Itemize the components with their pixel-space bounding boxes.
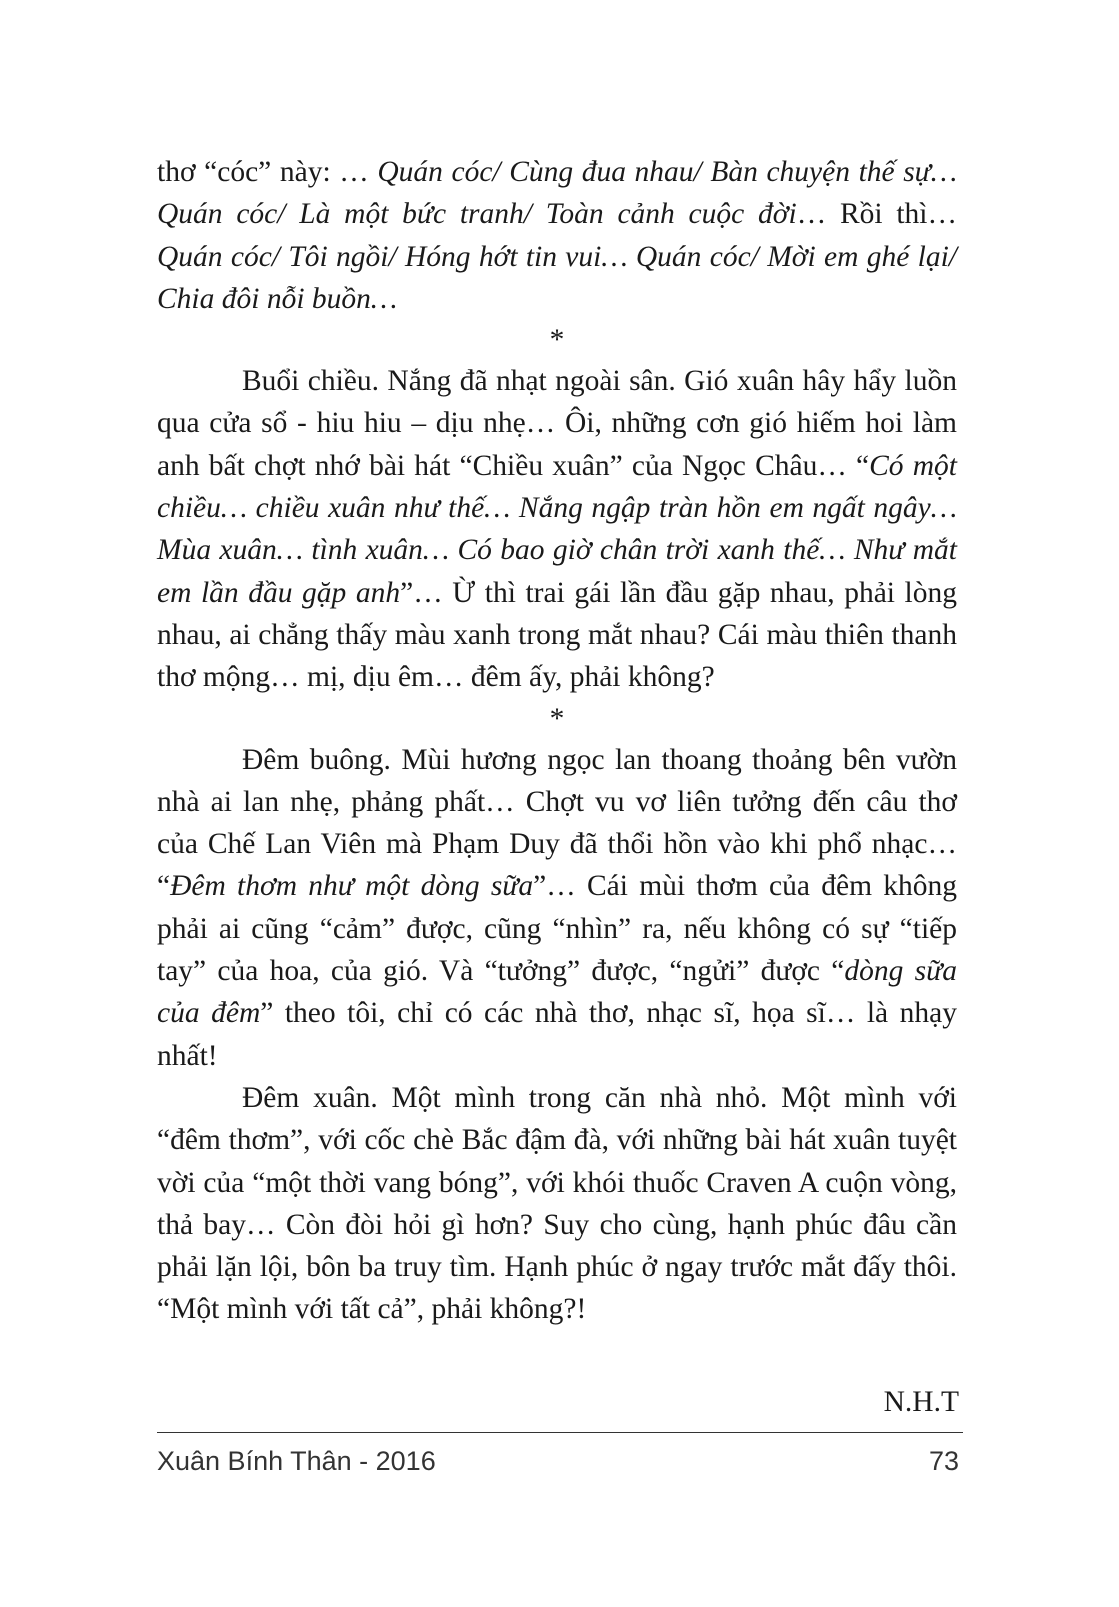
section-separator: * bbox=[549, 702, 565, 735]
article-body bbox=[157, 151, 957, 1331]
italic-quote-text: Có một chiều… chiều xuân như thế… Nắng ngập tràn hồn em ngất ngây… Mùa xuân… tình xuân… Có bao giờ chân trời xanh thế… Như mắt em lần đầu gặp anh bbox=[157, 449, 957, 609]
footer-publication-title: Xuân Bính Thân - 2016 bbox=[157, 1446, 436, 1476]
text-run: Đêm buông. Mùi hương ngọc lan thoang thoảng bên vườn nhà ai lan nhẹ, phảng phất… Chợt vu vơ liên tưởng đến câu thơ của Chế Lan Viên mà Phạm Duy đã thổi hồn vào khi phổ nhạc… “ bbox=[157, 743, 957, 903]
italic-quote-text: Quán cóc/ Tôi ngồi/ Hóng hớt tin vui… Quán cóc/ Mời em ghé lại/ Chia đôi nỗi buồn… bbox=[157, 240, 957, 315]
footer-divider bbox=[157, 1432, 963, 1433]
italic-quote-text: Đêm thơm như một dòng sữa bbox=[170, 870, 534, 903]
text-run: ”… Cái mùi thơm của đêm không phải ai cũng “cảm” được, cũng “nhìn” ra, nếu không có sự “tiếp tay” của hoa, của gió. Và “tưởng” được, “ngửi” được “ bbox=[157, 870, 958, 988]
text-run: Buổi chiều. Nắng đã nhạt ngoài sân. Gió xuân hây hẩy luồn qua cửa sổ - hiu hiu – dịu nhẹ… Ôi, những cơn gió hiếm hoi làm anh bất chợt nhớ bài hát “Chiều xuân” của Ngọc Châu… “ bbox=[157, 365, 957, 482]
author-signature: N.H.T bbox=[883, 1386, 959, 1418]
paragraph-continuation bbox=[157, 151, 957, 320]
text-run: Đêm xuân. Một mình trong căn nhà nhỏ. Một mình với “đêm thơm”, với cốc chè Bắc đậm đà, với những bài hát xuân tuyệt vời của “một thời vang bóng”, với khói thuốc Craven A cuộn vòng, thả bay… Còn đòi hỏi gì hơn? Suy cho cùng, hạnh phúc đâu cần phải lặn lội, bôn ba truy tìm. Hạnh phúc ở ngay trước mắt đấy thôi. “Một mình với tất cả”, phải không?! bbox=[157, 1081, 957, 1326]
paragraph-night bbox=[157, 739, 957, 1077]
paragraph-spring-night bbox=[157, 1077, 957, 1331]
section-separator: * bbox=[549, 324, 565, 357]
paragraph-afternoon bbox=[157, 360, 957, 698]
italic-quote-text: dòng sữa của đêm bbox=[157, 955, 957, 1030]
text-run: thơ “cóc” này: … bbox=[157, 156, 378, 188]
text-run: ”… Ừ thì trai gái lần đầu gặp nhau, phải lòng nhau, ai chẳng thấy màu xanh trong mắt nhau? Cái màu thiên thanh thơ mộng… mị, dịu êm… đêm ấy, phải không? bbox=[157, 576, 958, 694]
footer-page-number: 73 bbox=[928, 1446, 959, 1476]
text-run: ” theo tôi, chỉ có các nhà thơ, nhạc sĩ, họa sĩ… là nhạy nhất! bbox=[157, 997, 957, 1072]
italic-quote-text: Quán cóc/ Cùng đua nhau/ Bàn chuyện thế sự… Quán cóc/ Là một bức tranh/ Toàn cảnh cuộc đời bbox=[157, 156, 957, 231]
text-run: … Rồi thì… bbox=[796, 198, 957, 231]
